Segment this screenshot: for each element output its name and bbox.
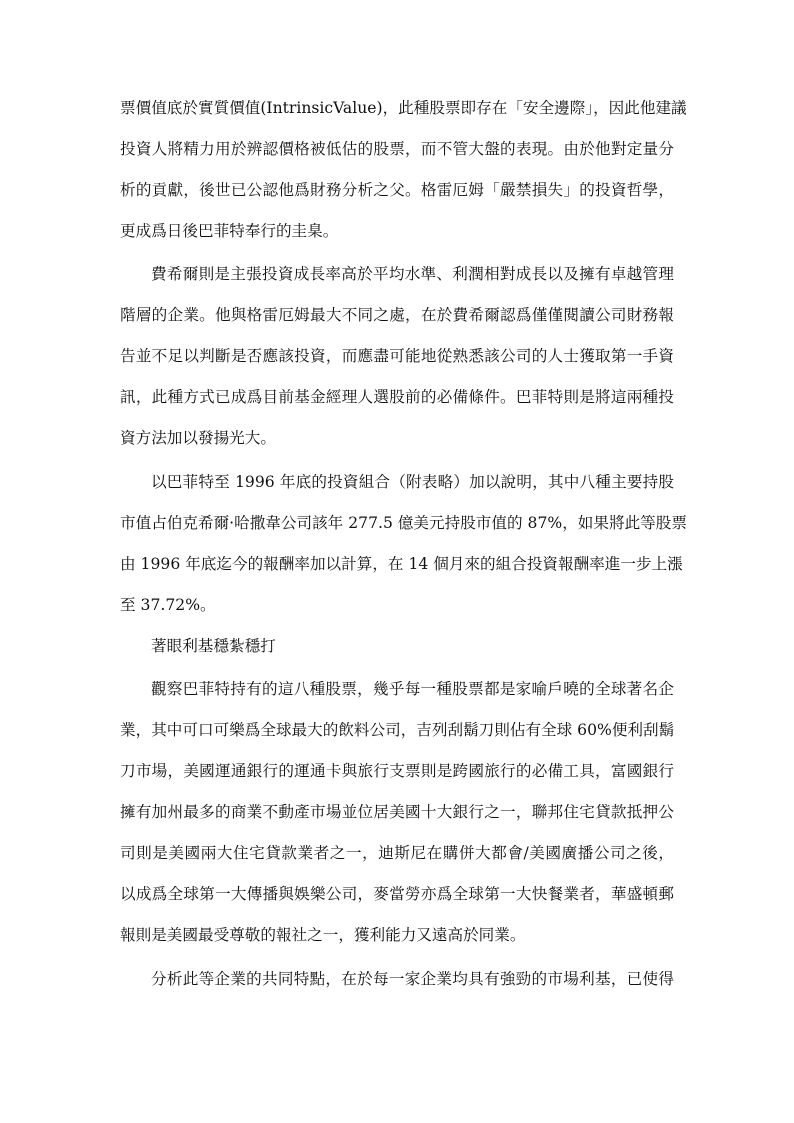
text-line: 以巴菲特至 1996 年底的投資組合（附表略）加以說明，其中八種主要持股 — [151, 473, 674, 491]
text-line: 由 1996 年底迄今的報酬率加以計算，在 14 個月來的組合投資報酬率進一步上漲 — [120, 555, 683, 573]
text-line: 資方法加以發揚光大。 — [120, 429, 276, 447]
text-line: 至 37.72%。 — [120, 596, 216, 614]
text-line: 業，其中可口可樂爲全球最大的飲料公司，吉列刮鬍刀則佔有全球 60%便利刮鬍 — [120, 721, 675, 739]
text-line: 費希爾則是主張投資成長率高於平均水準、利潤相對成長以及擁有卓越管理 — [151, 265, 674, 283]
text-line: 訊，此種方式已成爲目前基金經理人選股前的必備條件。巴菲特則是將這兩種投 — [120, 388, 674, 406]
text-line: 告並不足以判斷是否應該投資，而應盡可能地從熟悉該公司的人士獲取第一手資 — [120, 347, 674, 365]
text-line: 分析此等企業的共同特點，在於每一家企業均具有強勁的市場利基，已使得 — [151, 970, 674, 988]
text-line: 更成爲日後巴菲特奉行的圭臬。 — [120, 222, 339, 240]
text-line: 析的貢獻，後世已公認他爲財務分析之父。格雷厄姆「嚴禁損失」的投資哲學， — [120, 181, 674, 199]
text-line: 觀察巴菲特持有的這八種股票，幾乎每一種股票都是家喻戶曉的全球著名企 — [151, 680, 674, 698]
text-line: 司則是美國兩大住宅貸款業者之一，迪斯尼在購併大都會/美國廣播公司之後， — [120, 844, 674, 862]
text-line: 刀市場，美國運通銀行的運通卡與旅行支票則是跨國旅行的必備工具，富國銀行 — [120, 762, 674, 780]
text-line: 報則是美國最受尊敬的報社之一，獲利能力又遠高於同業。 — [120, 926, 526, 944]
text-line: 票價值底於實質價值(IntrinsicValue)，此種股票即存在「安全邊際」，因此他建議 — [120, 99, 687, 117]
text-line: 以成爲全球第一大傳播與娛樂公司，麥當勞亦爲全球第一大快餐業者，華盛頓郵 — [120, 885, 674, 903]
text-line: 擁有加州最多的商業不動產市場並位居美國十大銀行之一，聯邦住宅貸款抵押公 — [120, 803, 674, 821]
text-line: 階層的企業。他與格雷厄姆最大不同之處，在於費希爾認爲僅僅閱讀公司財務報 — [120, 306, 674, 324]
text-line: 市值占伯克希爾·哈撒韋公司該年 277.5 億美元持股市值的 87%，如果將此等股票 — [120, 514, 687, 532]
section-heading: 著眼利基穩紮穩打 — [151, 637, 276, 655]
text-line: 投資人將精力用於辨認價格被低估的股票，而不管大盤的表現。由於他對定量分 — [120, 140, 674, 158]
